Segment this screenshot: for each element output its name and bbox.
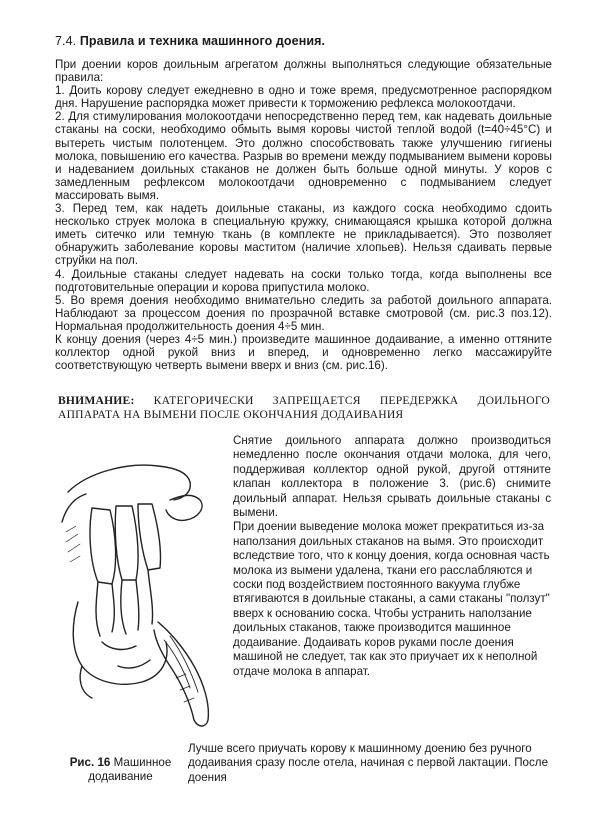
main-text	[55, 58, 552, 372]
training-paragraph: Лучше всего приучать корову к машинному доению без ручного додаивания сразу после отела, начиная с первой лактации. После доения	[188, 742, 549, 784]
rule-1: 1. Доить корову следует ежедневно в одно и тоже время, предусмотренное распорядком дня. Нарушение распорядка может привести к торможению рефлекса молокоотдачи.	[55, 84, 552, 111]
section-heading	[55, 34, 325, 48]
warning-notice	[58, 394, 550, 422]
tail-text	[188, 742, 553, 785]
figure-caption	[58, 756, 183, 784]
creeping-paragraph: При доении выведение молока может прекратиться из-за наползания доильных стаканов на вымя. Это происходит вследствие того, что к концу доения, когда основная часть молока из вымени удалена, ткани его расслабляются и соски под воздействием постоянного вакуума глубже втягиваются в доильные стаканы, а сами стаканы "ползут" вверх к основанию соска. Чтобы устранить наползание доильных стаканов, также производится машинное додаивание. Додаивать коров руками после доения машиной не следует, так как это приучает их к неполной отдаче молока в аппарат.	[233, 520, 550, 678]
finishing-paragraph: К концу доения (через 4÷5 мин.) произведите машинное додаивание, а именно оттяните коллектор одной рукой вниз и вперед, и одновременно легко массажируйте соответствующую четверть вымени вверх и вниз (см. рис.16).	[55, 332, 552, 373]
figure-caption-label: Рис. 16	[69, 756, 111, 769]
section-number: 7.4.	[55, 34, 77, 48]
warning-text: КАТЕГОРИЧЕСКИ ЗАПРЕЩАЕТСЯ ПЕРЕДЕРЖКА ДОИЛЬНОГО АППАРАТА НА ВЫМЕНИ ПОСЛЕ ОКОНЧАНИЯ ДОДАИВАНИЯ	[58, 394, 551, 421]
rule-3: 3. Перед тем, как надеть доильные стаканы, из каждого соска необходимо сдоить несколько струек молока в специальную кружку, снимающаяся крышка которой должна иметь ситечко или темную ткань (в комплекте не прикладывается). Это позволяет обнаружить заболевание коровы маститом (наличие хлопьев). Нельзя сдаивать первые струйки на пол.	[55, 202, 552, 268]
rule-2: 2. Для стимулирования молокоотдачи непосредственно перед тем, как надевать доильные стаканы на соски, необходимо обмыть вымя коровы чистой теплой водой (t=40÷45°C) и вытереть чистым полотенцем. Это должно способствовать также улучшению гигиены молока, повышению его качества. Разрыв во времени между подмыванием вымени коровы и надеванием доильных стаканов не должен быть больше одной минуты. У коров с замедленным рефлексом молокоотдачи одновременно с подмыванием следует массировать вымя.	[55, 110, 552, 202]
warning-label: ВНИМАНИЕ:	[58, 394, 135, 407]
hand-milking-illustration-icon	[58, 452, 228, 742]
rule-5: 5. Во время доения необходимо внимательно следить за работой доильного аппарата. Наблюдают за процессом доения по прозрачной вставке смотровой (см. рис.3 поз.12). Нормальная продолжительность доения 4÷5 мин.	[55, 293, 552, 333]
section-title: Правила и техника машинного доения.	[79, 34, 326, 48]
rule-4: 4. Доильные стаканы следует надевать на соски только тогда, когда выполнены все подготовительные операции и корова припустила молоко.	[55, 267, 552, 294]
intro-paragraph: При доении коров доильным агрегатом должны выполняться следующие обязательные правила:	[55, 58, 552, 85]
right-column-text	[233, 434, 551, 679]
figure-caption-text: Машинное додаивание	[88, 756, 172, 783]
figure-16	[58, 452, 228, 742]
removal-paragraph: Снятие доильного аппарата должно производиться немедленно после окончания отдачи молока, для чего, поддерживая коллектор одной рукой, другой оттяните клапан коллектора в положение 3. (рис.6) снимите доильный аппарат. Нельзя срывать доильные стаканы с вымени.	[233, 434, 551, 520]
